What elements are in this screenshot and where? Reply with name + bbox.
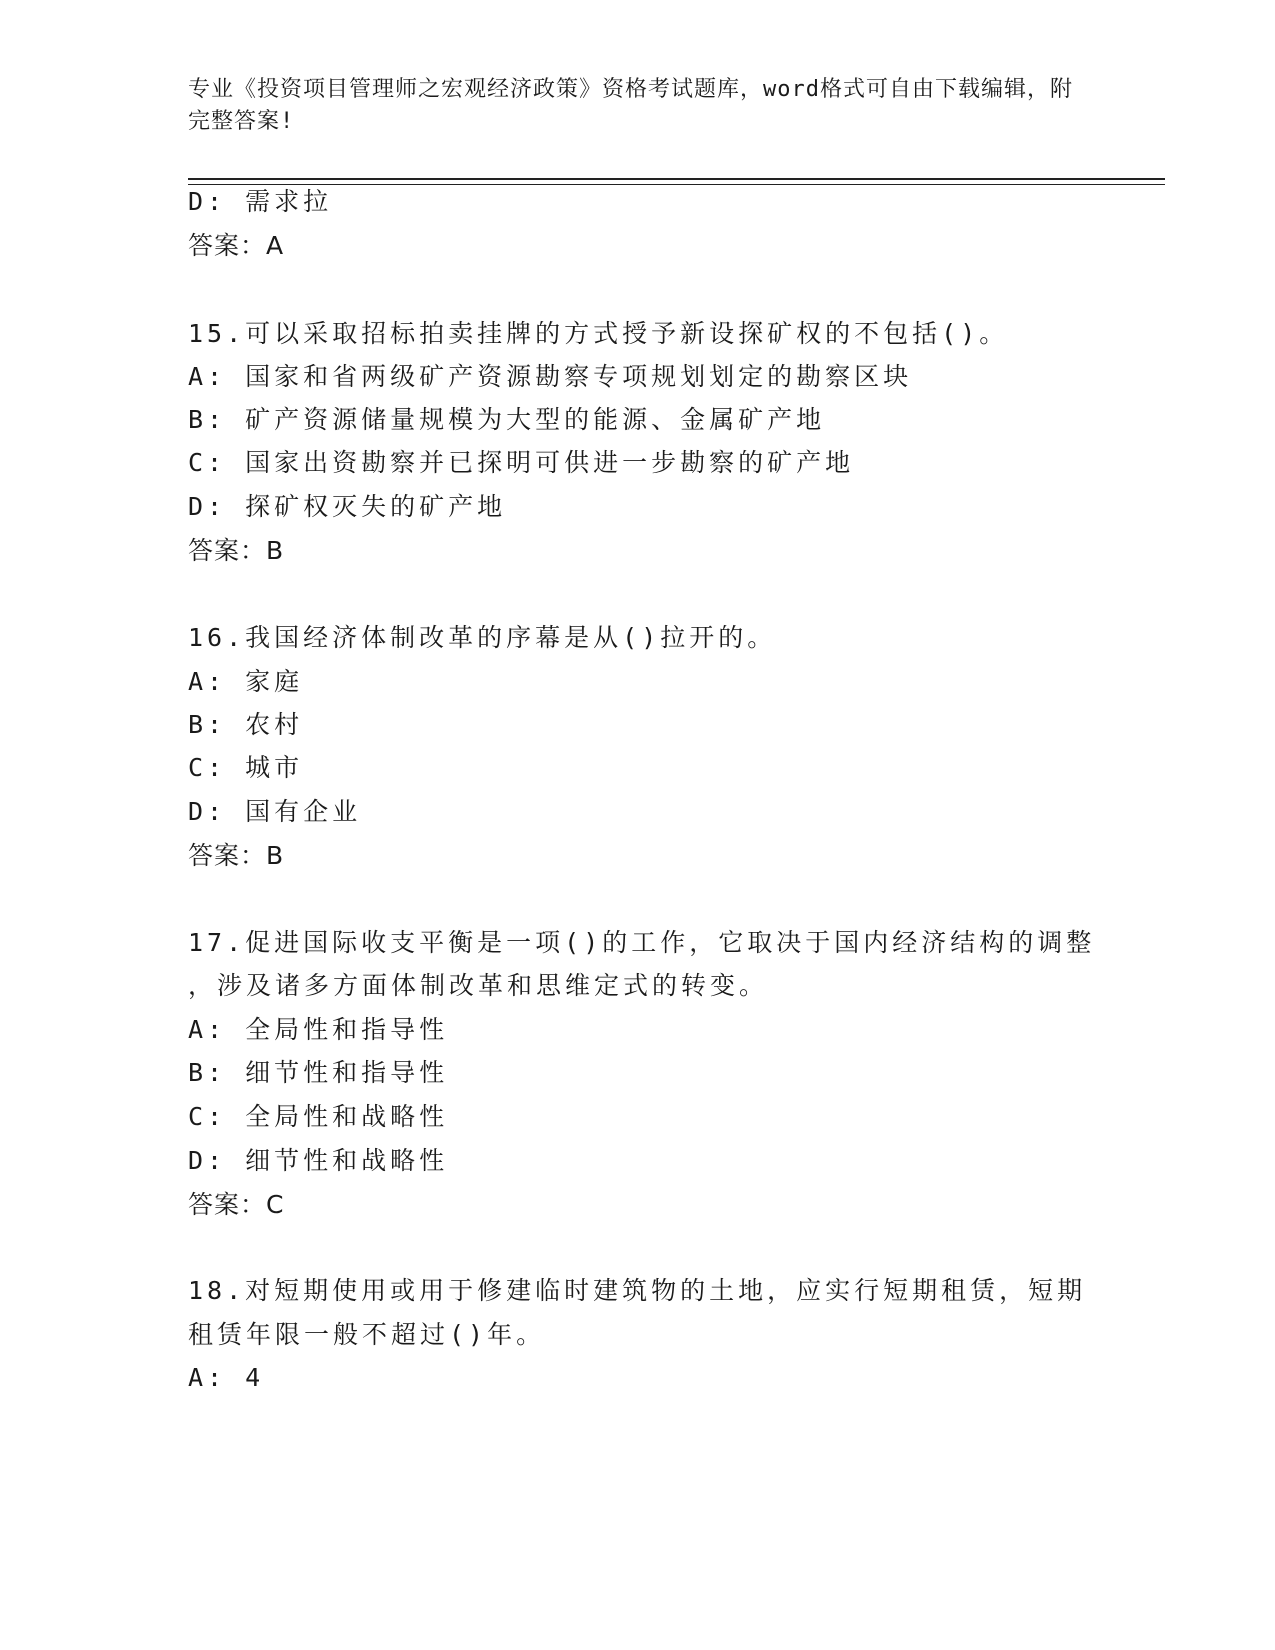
q17-option-a: A: 全局性和指导性: [188, 1015, 449, 1044]
header-divider: [188, 178, 1165, 180]
header-divider-thin: [188, 184, 1165, 185]
q17-question-line1: 17.促进国际收支平衡是一项()的工作，它取决于国内经济结构的调整: [188, 928, 1096, 957]
prev-option-d: D: 需求拉: [188, 187, 333, 216]
q16-option-a: A: 家庭: [188, 667, 304, 696]
q18-question-line1: 18.对短期使用或用于修建临时建筑物的土地，应实行短期租赁，短期: [188, 1276, 1087, 1305]
q16-option-b: B: 农村: [188, 710, 304, 739]
q17-option-c: C: 全局性和战略性: [188, 1102, 449, 1131]
q17-question-line2: ，涉及诸多方面体制改革和思维定式的转变。: [188, 971, 769, 1000]
q15-option-c: C: 国家出资勘察并已探明可供进一步勘察的矿产地: [188, 448, 855, 477]
q16-answer: 答案：B: [188, 841, 285, 870]
q15-option-b: B: 矿产资源储量规模为大型的能源、金属矿产地: [188, 405, 826, 434]
q16-option-c: C: 城市: [188, 753, 304, 782]
q18-question-line2: 租赁年限一般不超过()年。: [188, 1320, 546, 1349]
q15-question: 15.可以采取招标拍卖挂牌的方式授予新设探矿权的不包括()。: [188, 319, 1009, 348]
q15-answer: 答案：B: [188, 536, 285, 565]
q16-option-d: D: 国有企业: [188, 797, 362, 826]
q15-option-a: A: 国家和省两级矿产资源勘察专项规划划定的勘察区块: [188, 362, 913, 391]
q17-option-d: D: 细节性和战略性: [188, 1146, 449, 1175]
prev-answer: 答案：A: [188, 231, 285, 260]
q17-option-b: B: 细节性和指导性: [188, 1058, 449, 1087]
q18-option-a: A: 4: [188, 1363, 265, 1392]
q15-option-d: D: 探矿权灭失的矿产地: [188, 492, 507, 521]
q17-answer: 答案：C: [188, 1190, 285, 1219]
document-header: 专业《投资项目管理师之宏观经济政策》资格考试题库，word格式可自由下载编辑，附完整答案!: [188, 77, 1073, 134]
q16-question: 16.我国经济体制改革的序幕是从()拉开的。: [188, 623, 777, 652]
